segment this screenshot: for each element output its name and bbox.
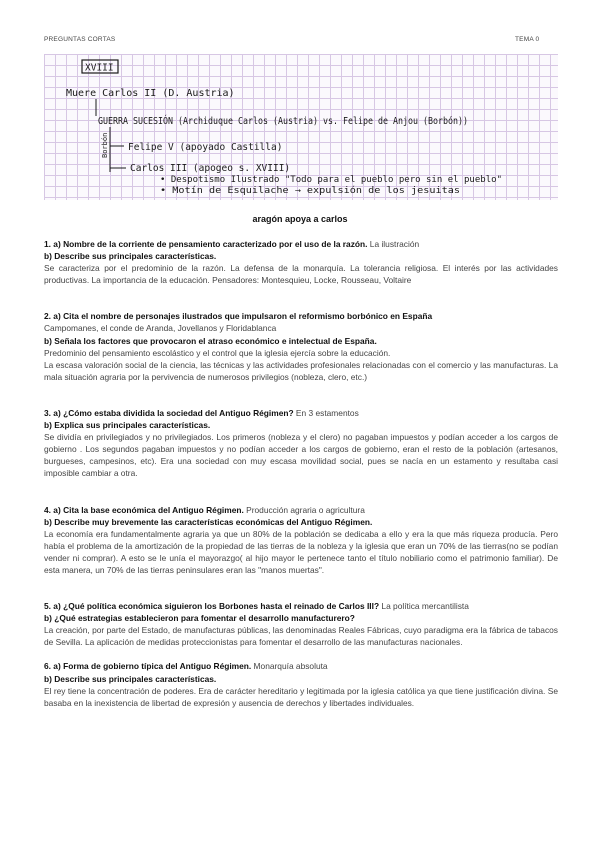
handwritten-notes-svg [44, 54, 558, 200]
caption: aragón apoya a carlos [252, 214, 348, 224]
notes-line-2: Muere Carlos II (D. Austria) [66, 88, 235, 99]
notes-line-3: GUERRA SUCESIÓN (Archiduque Carlos (Austria) vs. Felipe de Anjou (Borbón)) [98, 116, 522, 127]
question-2 [44, 310, 558, 383]
notes-line-5: Carlos III (apogeo s. XVIII) [130, 163, 291, 174]
question-6-a-answer: Monarquía absoluta [251, 661, 328, 672]
question-1-a-answer: La ilustración [367, 239, 420, 249]
question-5-b-text: La creación, por parte del Estado, de manufacturas públicas, las denominadas Reales Fábricas, cuyo paradigma era la fábrica de tabacos de Sevilla. La aplicación de medidas proteccionistas para fomentar el desarrollo de las manufacturas nacionales. [44, 625, 558, 648]
header-left: PREGUNTAS CORTAS [44, 36, 116, 43]
question-4 [44, 504, 558, 577]
notes-line-4: Felipe V (apoyado Castilla) [128, 142, 283, 153]
question-3-a-label: 3. a) ¿Cómo estaba dividida la sociedad del Antiguo Régimen? [44, 407, 294, 418]
question-1 [44, 238, 558, 286]
question-2-a-answer: Campomanes, el conde de Aranda, Jovellanos y Floridablanca [44, 323, 277, 334]
question-1-b-label: b) Describe sus principales características. [44, 251, 217, 262]
question-4-a-label: 4. a) Cita la base económica del Antiguo Régimen. [44, 504, 244, 515]
question-4-a-answer: Producción agraria o agricultura [243, 504, 365, 515]
question-3 [44, 407, 558, 480]
question-4-b-text: La economía era fundamentalmente agraria ya que un 80% de la población se dedicaba a ello y era la que más riqueza producía. Pero había el problema de la amortización de la propiedad de las tierras de la nobleza y la iglesia que eran un 70% de las tierras(no se podían vender ni comprar). A esto se le unía el mayorazgo( al hijo mayor le pertenece tanto el título nobiliario como el patrimonio familiar). De esta manera, un 70% de las tierras peninsulares eran las "manos muertas". [44, 528, 558, 575]
question-3-b-label: b) Explica sus principales características. [44, 420, 211, 431]
question-3-a-answer: En 3 estamentos [293, 407, 359, 418]
question-1-a-label: 1. a) Nombre de la corriente de pensamiento caracterizado por el uso de la razón. [44, 239, 368, 249]
notes-line-1: XVIII [85, 62, 114, 74]
notes-side-label: Borbón [101, 132, 109, 158]
notes-line-6: • Despotismo Ilustrado "Todo para el pueblo pero sin el pueblo" [160, 175, 502, 185]
question-5-b-label: b) ¿Qué estrategias establecieron para fomentar el desarrollo manufacturero? [44, 613, 355, 624]
question-5-a-label: 5. a) ¿Qué política económica siguieron los Borbones hasta el reinado de Carlos III? [44, 601, 380, 612]
question-2-b-label: b) Señala los factores que provocaron el atraso económico e intelectual de España. [44, 335, 377, 346]
question-6-b-label: b) Describe sus principales características. [44, 673, 217, 684]
question-2-b-text-2: La escasa valoración social de la ciencia, las técnicas y las actividades profesionales relacionadas con el comercio y las manufacturas. La mala situación agraria por la pervivencia de numerosos privilegios (nobleza, clero, etc.) [44, 359, 558, 382]
question-3-b-text: Se dividía en privilegiados y no privilegiados. Los primeros (nobleza y el clero) no pagaban impuestos y podían acceder a los cargos de gobierno . Los segundos pagaban impuestos y no podían acceder a los cargos de gobierno, eran el resto de la población (artesanos, burgueses, campesinos, etc). Era una sociedad con muy escasa movilidad social, pues se nacía en un estamento y resultaba casi imposible cambiar a otra. [44, 432, 558, 479]
question-4-b-label: b) Describe muy brevemente las características económicas del Antiguo Régimen. [44, 516, 373, 527]
notes-line-7: • Motín de Esquilache → expulsión de los jesuitas [160, 186, 411, 196]
question-6-b-text: El rey tiene la concentración de poderes. Era de carácter hereditario y legitimada por la iglesia católica ya que tiene justificación divina. Se basaba en la inexistencia de libertad de expresión y ausencia de derechos y libertades individuales. [44, 685, 558, 708]
question-6 [44, 660, 558, 708]
question-1-b-text: Se caracteriza por el predominio de la razón. La defensa de la monarquía. La tolerancia religiosa. El interés por las actividades productivas. La importancia de la educación. Pensadores: Montesquieu, Locke, Rousseau, Voltaire [44, 263, 558, 286]
question-2-a-label: 2. a) Cita el nombre de personajes ilustrados que impulsaron el reformismo borbónico en España [44, 311, 433, 322]
header-right: TEMA 0 [515, 36, 540, 43]
question-5-a-answer: La política mercantilista [379, 601, 469, 612]
handwritten-notes-image [44, 54, 558, 200]
question-2-b-text-1: Predominio del pensamiento escolástico y el control que la iglesia ejercía sobre la educación. [44, 347, 391, 358]
question-5 [44, 600, 558, 648]
question-6-a-label: 6. a) Forma de gobierno típica del Antiguo Régimen. [44, 661, 252, 672]
questions-list [44, 238, 558, 733]
